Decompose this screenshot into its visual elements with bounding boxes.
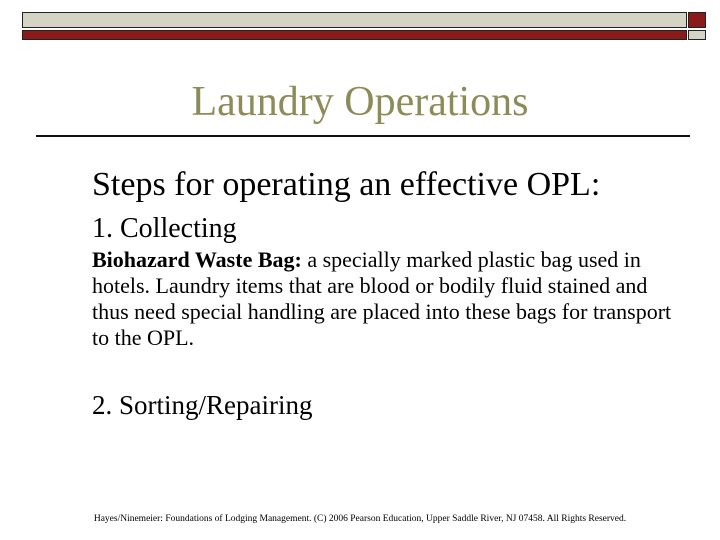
slide-heading: Steps for operating an effective OPL:	[92, 166, 601, 203]
decorative-bar-red	[22, 30, 687, 40]
copyright-footer: Hayes/Ninemeier: Foundations of Lodging Management. (C) 2006 Pearson Education, Upper Saddle River, NJ 07458. All Rights Reserved.	[93, 514, 627, 524]
decorative-square-gray	[688, 30, 706, 40]
definition-paragraph	[92, 247, 682, 351]
definition-text: a specially marked plastic bag used in hotels. Laundry items that are blood or bodily fluid stained and thus need special handling are placed into these bags for transport to the OPL.	[92, 247, 672, 350]
definition-term: Biohazard Waste Bag:	[92, 247, 302, 272]
decorative-square-red	[688, 12, 706, 28]
title-divider	[36, 135, 690, 137]
decorative-bar-top	[22, 12, 687, 28]
step-sorting-repairing: 2. Sorting/Repairing	[92, 390, 313, 420]
slide-title: Laundry Operations	[191, 79, 529, 125]
step-collecting: 1. Collecting	[92, 213, 237, 244]
